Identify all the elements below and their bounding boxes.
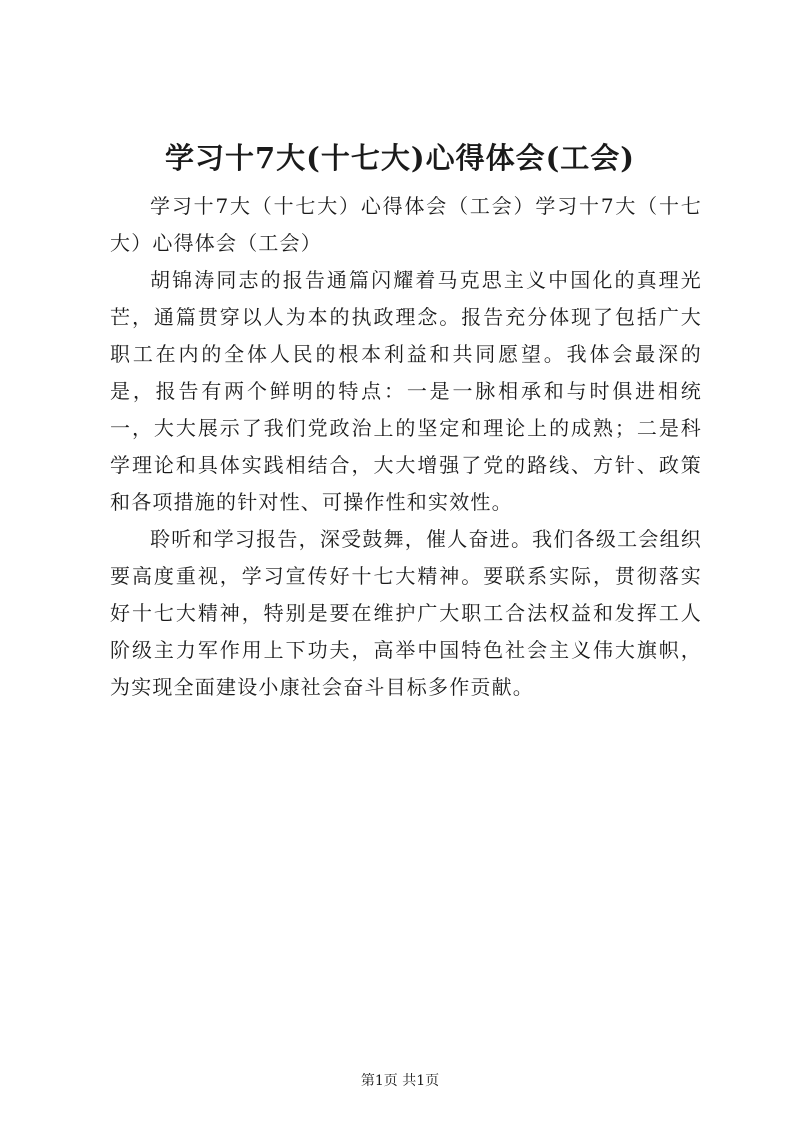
document-title: 学习十7大(十七大)心得体会(工会) (164, 141, 636, 175)
paragraph-3: 聆听和学习报告，深受鼓舞，催人奋进。我们各级工会组织要高度重视，学习宣传好十七大精神。要联系实际，贯彻落实好十七大精神，特别是要在维护广大职工合法权益和发挥工人阶级主力军作用上下功夫，高举中国特色社会主义伟大旗帜，为实现全面建设小康社会奋斗目标多作贡献。 (110, 527, 702, 699)
document-body (110, 188, 702, 706)
page-number-footer: 第1页 共1页 (360, 1073, 440, 1089)
paragraph-1: 学习十7大（十七大）心得体会（工会）学习十7大（十七大）心得体会（工会） (110, 194, 702, 255)
paragraph-2: 胡锦涛同志的报告通篇闪耀着马克思主义中国化的真理光芒，通篇贯穿以人为本的执政理念。报告充分体现了包括广大职工在内的全体人民的根本利益和共同愿望。我体会最深的是，报告有两个鲜明的特点：一是一脉相承和与时俱进相统一，大大展示了我们党政治上的坚定和理论上的成熟；二是科学理论和具体实践相结合，大大增强了党的路线、方针、政策和各项措施的针对性、可操作性和实效性。 (110, 268, 702, 514)
